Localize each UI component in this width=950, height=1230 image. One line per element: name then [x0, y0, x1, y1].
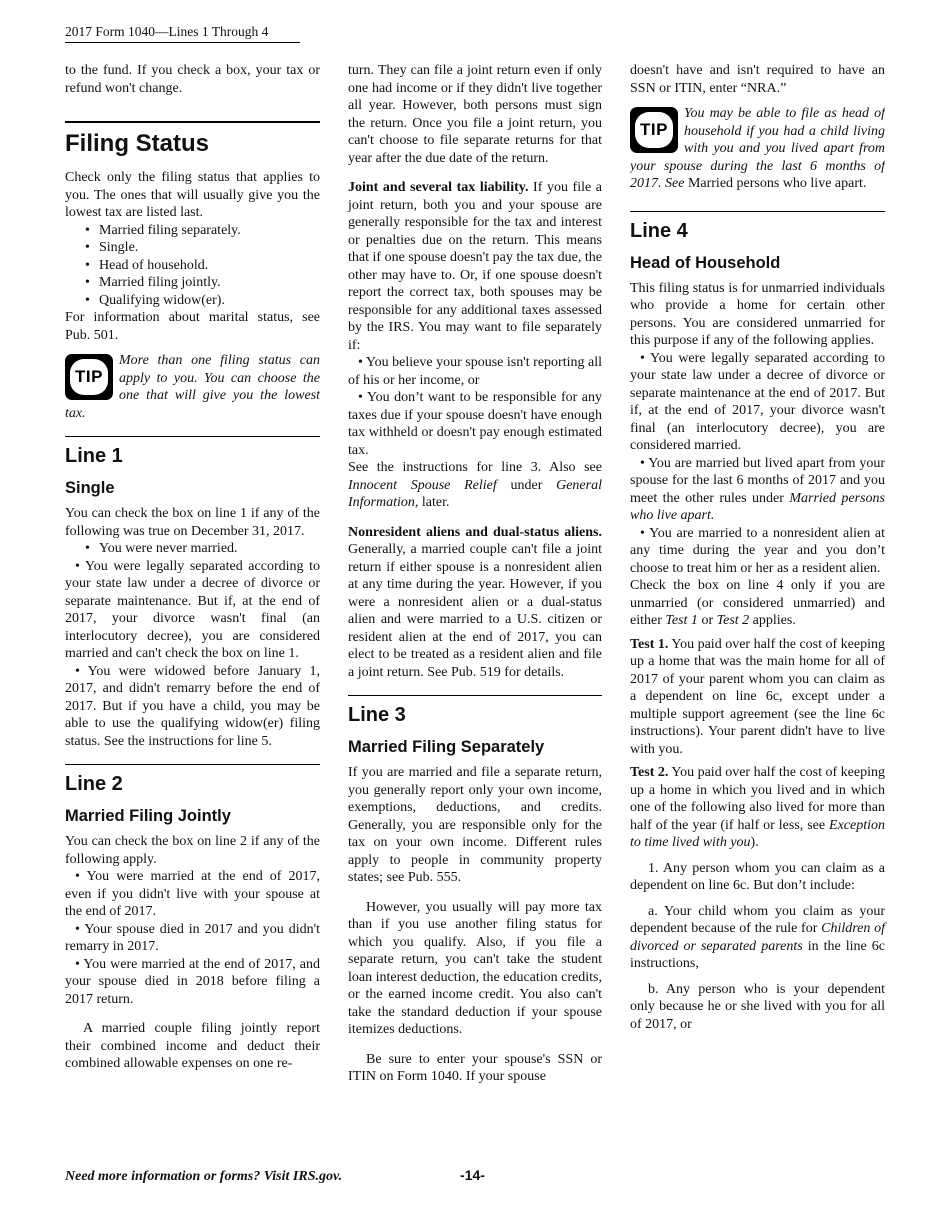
list-item: 1. Any person whom you can claim as a dependent on line 6c. But don’t include: — [630, 860, 885, 893]
tip-text: More than one filing status can apply to you. You can choose the one that will give you the lowest tax. — [65, 353, 320, 421]
test2-paragraph: Test 2. You paid over half the cost of keeping up a home in which you lived and in which one of the following also lived for more than half of the year (if half or less, see Exception to time lived with you). — [630, 765, 885, 850]
line3-heading: Line 3 — [348, 704, 406, 726]
check-box-rule: Check the box on line 4 only if you are unmarried (or considered unmarried) and either Test 1 or Test 2 applies. — [630, 578, 885, 628]
line4-text: This filing status is for unmarried individuals who provide a home for certain other persons. You are considered unmarried for this purpose if any of the following applies. — [630, 280, 885, 348]
test1-paragraph: Test 1. You paid over half the cost of keeping up a home that was the main home for all of 2017 of your parent whom you can claim as a dependent on line 6c, except under a multiple support agreement (see the line 6c instructions). Your parent didn't have to live with you. — [630, 636, 885, 757]
fund-continuation: to the fund. If you check a box, your tax or refund won't change. — [65, 63, 320, 96]
column-middle — [348, 62, 602, 1086]
line4-bullet: • You are married but lived apart from your spouse for the last 6 months of 2017 and you meet the other rules under Married persons who live apart. — [630, 455, 885, 523]
line2-bullet: • Your spouse died in 2017 and you didn't remarry in 2017. — [65, 921, 320, 954]
column-left — [65, 62, 320, 1073]
line3-subheading: Married Filing Separately — [348, 738, 545, 756]
line4-heading: Line 4 — [630, 219, 688, 242]
line4-bullet: • You were legally separated according to your state law under a decree of divorce or separate maintenance at the end of 2017. But if, at the end of 2017, your divorce wasn't final (an interlocutory decree), you are considered married. — [630, 350, 885, 453]
list-item: • You were never married. — [83, 540, 320, 558]
line2-paragraph: A married couple filing jointly report their combined income and deduct their combined allowable expenses on one re- — [65, 1021, 320, 1071]
joint-bullet: • You don’t want to be responsible for any taxes due if your spouse doesn't have enough tax withheld or doesn't pay enough estimated tax. — [348, 390, 602, 458]
joint-liability-paragraph: Joint and several tax liability. If you file a joint return, both you and your spouse are generally responsible for the tax and interest or penalties due on the return. This means that if one spouse doesn't pay the tax due, the other may have to. Or, if one spouse doesn't report the correct tax, both spouses may be responsible for any additional taxes assessed by the IRS. You may want to file separately if: — [348, 180, 602, 353]
line1-list — [65, 540, 320, 558]
nonresident-paragraph: Nonresident aliens and dual-status aliens. Generally, a married couple can't file a joint return if either spouse is a nonresident alien at any time during the year. However, if you were a nonresident alien or a dual-status alien and were married to a U.S. citizen or resident alien at the end of 2017, you can elect to be treated as a resident alien and file a joint return. See Pub. 519 for details. — [348, 524, 602, 680]
tip-box — [65, 352, 320, 422]
line3-paragraph: However, you usually will pay more tax than if you use another filing status for which you qualify. Also, if you file a separate return, you can't take the student loan interest deduction, the education credits, or the earned income credit. You also can't take the standard deduction if your spouse itemizes deductions. — [348, 899, 602, 1037]
footer-help-text: Need more information or forms? Visit IRS.gov. — [65, 1169, 343, 1184]
line1-bullet: • You were legally separated according to your state law under a decree of divorce or separate maintenance. But if, at the end of 2017, your divorce wasn't final (an interlocutory decree), you are considered married and can't check the box on line 1. — [65, 558, 320, 661]
list-item: • Single. — [83, 239, 320, 257]
list-item: • Married filing jointly. — [83, 274, 320, 292]
line4-bullet: • You are married to a nonresident alien at any time during the year and you don’t choose to treat him or her as a resident alien. — [630, 525, 885, 576]
running-header: 2017 Form 1040—Lines 1 Through 4 — [65, 24, 300, 43]
tip-icon: TIP — [630, 107, 678, 153]
filing-status-text: Check only the filing status that applies to you. The ones that will usually give you the lowest tax are listed last. — [65, 170, 320, 220]
list-item: a. Your child whom you claim as your dependent because of the rule for Children of divorced or separated parents in the line 6c instructions, — [630, 903, 885, 971]
tip-text: You may be able to file as head of household if you had a child living with you and you lived apart from your spouse during the last 6 months of 2017. See Married persons who live apart. — [630, 106, 885, 191]
line1-heading: Line 1 — [65, 445, 123, 467]
tip-icon: TIP — [65, 354, 113, 400]
line2-subheading: Married Filing Jointly — [65, 807, 231, 825]
line2-bullet: • You were married at the end of 2017, and your spouse died in 2018 before filing a 2017 return. — [65, 956, 320, 1007]
section-divider — [65, 764, 320, 765]
filing-status-heading: Filing Status — [65, 130, 209, 157]
filing-status-list — [65, 222, 320, 310]
list-item: • Qualifying widow(er). — [83, 292, 320, 310]
section-divider — [630, 211, 885, 212]
nra-continuation: doesn't have and isn't required to have an SSN or ITIN, enter “NRA.” — [630, 63, 885, 96]
line1-text: You can check the box on line 1 if any of the following was true on December 31, 2017. — [65, 506, 320, 539]
joint-bullet: • You believe your spouse isn't reporting all of his or her income, or — [348, 355, 602, 388]
line2-text: You can check the box on line 2 if any of the following apply. — [65, 834, 320, 867]
line4-subheading: Head of Household — [630, 253, 781, 272]
tip-box — [630, 105, 885, 193]
see-instructions: See the instructions for line 3. Also see Innocent Spouse Relief under General Information, later. — [348, 460, 602, 510]
list-item: b. Any person who is your dependent only because he or she lived with you for all of 2017, or — [630, 981, 885, 1032]
line1-subheading: Single — [65, 479, 115, 497]
marital-status-info: For information about marital status, see Pub. 501. — [65, 310, 320, 343]
list-item: • Married filing separately. — [83, 222, 320, 240]
line1-bullet: • You were widowed before January 1, 2017, and didn't remarry before the end of 2017. But if you have a child, you may be able to use the qualifying widow(er) filing status. See the instructions for line 5. — [65, 663, 320, 749]
joint-return-continuation: turn. They can file a joint return even if only one had income or if they didn't live together all year. However, both persons must sign the return. Once you file a joint return, you can't choose to file separate returns for that year after the due date of the return. — [348, 63, 602, 166]
line2-bullet: • You were married at the end of 2017, even if you didn't live with your spouse at the end of 2017. — [65, 869, 320, 919]
list-item: • Head of household. — [83, 257, 320, 275]
line3-text: If you are married and file a separate return, you generally report only your own income, exemptions, deductions, and credits. Generally, you are responsible only for the tax on your own income. Different rules apply to people in community property states; see Pub. 555. — [348, 765, 602, 885]
column-right — [630, 62, 885, 1033]
section-divider — [348, 695, 602, 696]
section-divider — [65, 121, 320, 123]
line3-paragraph: Be sure to enter your spouse's SSN or ITIN on Form 1040. If your spouse — [348, 1051, 602, 1084]
line2-heading: Line 2 — [65, 773, 123, 795]
section-divider — [65, 436, 320, 437]
page-number: -14- — [460, 1167, 485, 1183]
